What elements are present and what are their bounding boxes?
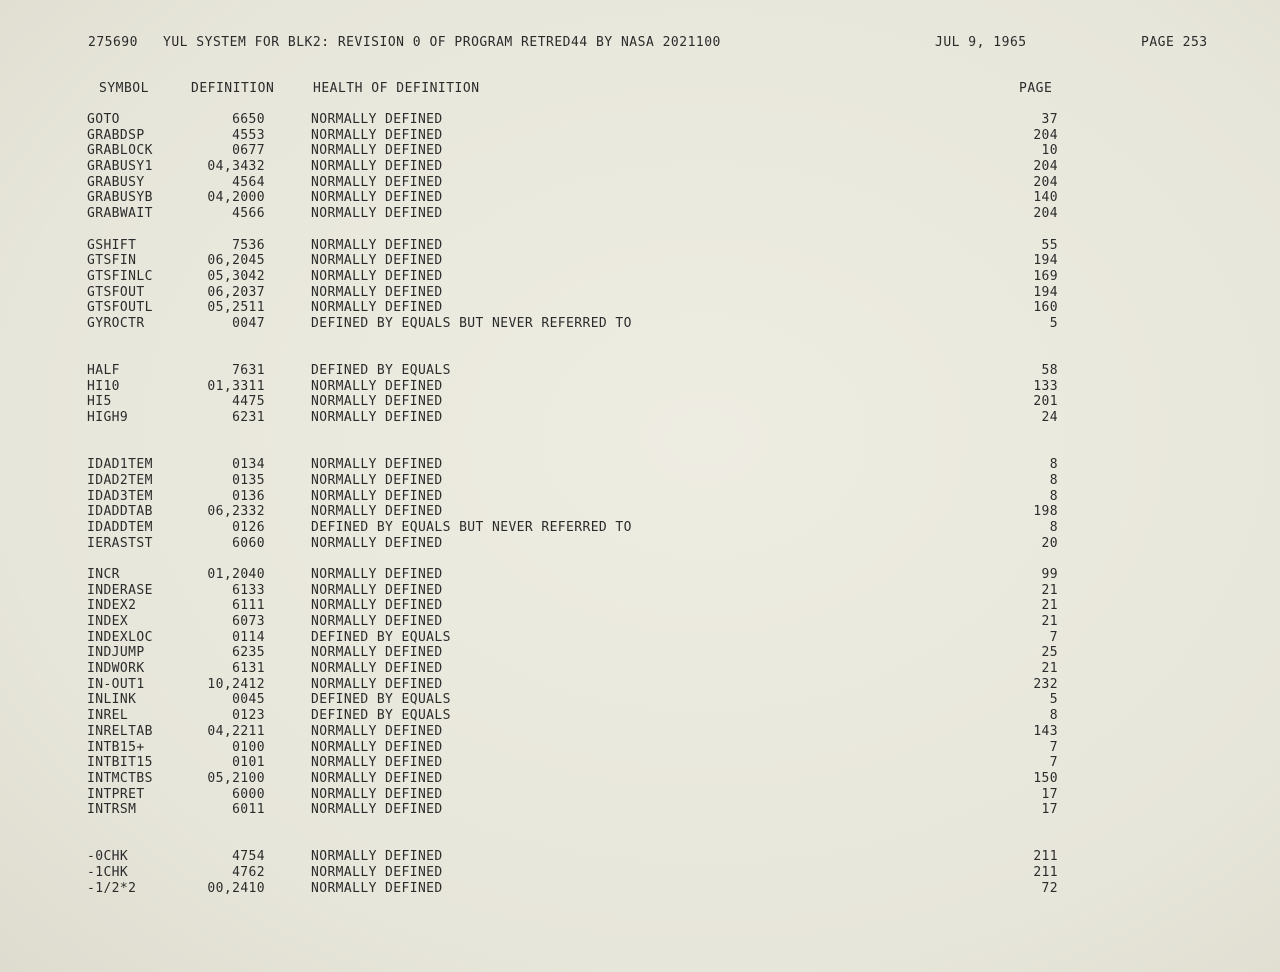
health-cell: NORMALLY DEFINED bbox=[311, 739, 443, 755]
table-row bbox=[0, 159, 1280, 175]
group-spacer bbox=[0, 332, 1280, 363]
symbol-cell: HALF bbox=[87, 363, 120, 379]
page-cell: 72 bbox=[1041, 880, 1058, 896]
health-cell: NORMALLY DEFINED bbox=[311, 676, 443, 692]
definition-cell: 0136 bbox=[232, 488, 265, 504]
symbol-cell: INDJUMP bbox=[87, 645, 145, 661]
definition-cell: 10,2412 bbox=[207, 676, 265, 692]
symbol-cell: INTB15+ bbox=[87, 739, 145, 755]
health-cell: NORMALLY DEFINED bbox=[311, 880, 443, 896]
symbol-cell: GRABUSY bbox=[87, 174, 145, 190]
definition-cell: 6650 bbox=[232, 112, 265, 127]
definition-cell: 05,2511 bbox=[207, 300, 265, 316]
health-cell: NORMALLY DEFINED bbox=[311, 268, 443, 284]
health-cell: NORMALLY DEFINED bbox=[311, 112, 443, 127]
page-cell: 8 bbox=[1049, 488, 1058, 504]
group-spacer bbox=[0, 551, 1280, 567]
health-cell: NORMALLY DEFINED bbox=[311, 174, 443, 190]
symbol-cell: GRABUSY1 bbox=[87, 159, 153, 175]
page-cell: 194 bbox=[1033, 253, 1058, 269]
definition-cell: 0677 bbox=[232, 143, 265, 159]
health-cell: NORMALLY DEFINED bbox=[311, 723, 443, 739]
table-row bbox=[0, 316, 1280, 332]
definition-cell: 00,2410 bbox=[207, 880, 265, 896]
table-row bbox=[0, 285, 1280, 301]
health-cell: NORMALLY DEFINED bbox=[311, 300, 443, 316]
definition-cell: 0135 bbox=[232, 472, 265, 488]
page-cell: 201 bbox=[1033, 394, 1058, 410]
page-cell: 198 bbox=[1033, 504, 1058, 520]
table-row bbox=[0, 677, 1280, 693]
health-cell: NORMALLY DEFINED bbox=[311, 237, 443, 253]
table-row bbox=[0, 253, 1280, 269]
definition-cell: 01,3311 bbox=[207, 378, 265, 394]
page-cell: 150 bbox=[1033, 770, 1058, 786]
table-row bbox=[0, 536, 1280, 552]
health-cell: NORMALLY DEFINED bbox=[311, 598, 443, 614]
definition-cell: 6133 bbox=[232, 582, 265, 598]
definition-cell: 6060 bbox=[232, 535, 265, 551]
symbol-cell: GTSFOUTL bbox=[87, 300, 153, 316]
page-cell: 5 bbox=[1049, 692, 1058, 708]
table-row bbox=[0, 771, 1280, 787]
page-number: PAGE 253 bbox=[1141, 35, 1208, 50]
symbol-cell: IDADDTEM bbox=[87, 519, 153, 535]
health-cell: DEFINED BY EQUALS BUT NEVER REFERRED TO bbox=[311, 315, 632, 331]
page-cell: 37 bbox=[1041, 112, 1058, 127]
page-cell: 8 bbox=[1049, 472, 1058, 488]
health-cell: NORMALLY DEFINED bbox=[311, 770, 443, 786]
page-cell: 21 bbox=[1041, 582, 1058, 598]
table-row bbox=[0, 300, 1280, 316]
health-cell: NORMALLY DEFINED bbox=[311, 284, 443, 300]
table-row bbox=[0, 645, 1280, 661]
table-row bbox=[0, 598, 1280, 614]
health-cell: DEFINED BY EQUALS bbox=[311, 692, 451, 708]
health-cell: NORMALLY DEFINED bbox=[311, 127, 443, 143]
page-cell: 24 bbox=[1041, 410, 1058, 426]
definition-cell: 06,2332 bbox=[207, 504, 265, 520]
health-cell: NORMALLY DEFINED bbox=[311, 802, 443, 818]
page-cell: 21 bbox=[1041, 614, 1058, 630]
health-cell: NORMALLY DEFINED bbox=[311, 457, 443, 473]
definition-cell: 4566 bbox=[232, 206, 265, 222]
page-cell: 133 bbox=[1033, 378, 1058, 394]
page-cell: 211 bbox=[1033, 865, 1058, 881]
definition-cell: 06,2037 bbox=[207, 284, 265, 300]
definition-cell: 6131 bbox=[232, 661, 265, 677]
symbol-cell: IDAD1TEM bbox=[87, 457, 153, 473]
health-cell: NORMALLY DEFINED bbox=[311, 394, 443, 410]
symbol-cell: HI10 bbox=[87, 378, 120, 394]
table-row bbox=[0, 457, 1280, 473]
page-cell: 194 bbox=[1033, 284, 1058, 300]
symbol-cell: INTBIT15 bbox=[87, 755, 153, 771]
table-row bbox=[0, 740, 1280, 756]
symbol-cell: INDWORK bbox=[87, 661, 145, 677]
table-row bbox=[0, 206, 1280, 222]
definition-cell: 4553 bbox=[232, 127, 265, 143]
definition-cell: 04,2000 bbox=[207, 190, 265, 206]
table-row bbox=[0, 849, 1280, 865]
definition-cell: 0101 bbox=[232, 755, 265, 771]
health-cell: NORMALLY DEFINED bbox=[311, 410, 443, 426]
symbol-cell: HI5 bbox=[87, 394, 112, 410]
definition-cell: 0126 bbox=[232, 519, 265, 535]
table-row bbox=[0, 755, 1280, 771]
health-cell: NORMALLY DEFINED bbox=[311, 582, 443, 598]
health-cell: NORMALLY DEFINED bbox=[311, 786, 443, 802]
definition-cell: 4754 bbox=[232, 849, 265, 865]
symbol-cell: GTSFIN bbox=[87, 253, 137, 269]
health-cell: NORMALLY DEFINED bbox=[311, 865, 443, 881]
health-cell: NORMALLY DEFINED bbox=[311, 159, 443, 175]
symbol-table bbox=[0, 112, 1280, 896]
definition-cell: 4564 bbox=[232, 174, 265, 190]
page-cell: 21 bbox=[1041, 598, 1058, 614]
definition-cell: 06,2045 bbox=[207, 253, 265, 269]
symbol-cell: -0CHK bbox=[87, 849, 129, 865]
page-cell: 8 bbox=[1049, 519, 1058, 535]
definition-cell: 7631 bbox=[232, 363, 265, 379]
symbol-cell: GRABLOCK bbox=[87, 143, 153, 159]
table-row bbox=[0, 661, 1280, 677]
definition-cell: 7536 bbox=[232, 237, 265, 253]
page-cell: 7 bbox=[1049, 739, 1058, 755]
symbol-cell: GRABUSYB bbox=[87, 190, 153, 206]
group-spacer bbox=[0, 426, 1280, 457]
symbol-cell: INLINK bbox=[87, 692, 137, 708]
symbol-cell: IDAD2TEM bbox=[87, 472, 153, 488]
health-cell: NORMALLY DEFINED bbox=[311, 566, 443, 582]
page-cell: 58 bbox=[1041, 363, 1058, 379]
health-cell: NORMALLY DEFINED bbox=[311, 661, 443, 677]
table-row bbox=[0, 410, 1280, 426]
symbol-cell: GRABWAIT bbox=[87, 206, 153, 222]
symbol-cell: INREL bbox=[87, 708, 129, 724]
table-row bbox=[0, 802, 1280, 818]
symbol-cell: -1CHK bbox=[87, 865, 129, 881]
job-number: 275690 bbox=[88, 35, 138, 50]
symbol-cell: INDERASE bbox=[87, 582, 153, 598]
page-cell: 7 bbox=[1049, 629, 1058, 645]
page-cell: 169 bbox=[1033, 268, 1058, 284]
column-header-definition: DEFINITION bbox=[191, 81, 275, 96]
page-cell: 17 bbox=[1041, 802, 1058, 818]
table-row bbox=[0, 865, 1280, 881]
table-row bbox=[0, 489, 1280, 505]
column-header-health: HEALTH OF DEFINITION bbox=[313, 81, 480, 96]
symbol-cell: HIGH9 bbox=[87, 410, 129, 426]
definition-cell: 04,3432 bbox=[207, 159, 265, 175]
page-cell: 204 bbox=[1033, 159, 1058, 175]
symbol-cell: INCR bbox=[87, 566, 120, 582]
health-cell: NORMALLY DEFINED bbox=[311, 535, 443, 551]
symbol-cell: GTSFOUT bbox=[87, 284, 145, 300]
health-cell: NORMALLY DEFINED bbox=[311, 206, 443, 222]
health-cell: DEFINED BY EQUALS bbox=[311, 629, 451, 645]
listing-date: JUL 9, 1965 bbox=[935, 35, 1027, 50]
definition-cell: 6111 bbox=[232, 598, 265, 614]
definition-cell: 4475 bbox=[232, 394, 265, 410]
health-cell: NORMALLY DEFINED bbox=[311, 488, 443, 504]
table-row bbox=[0, 504, 1280, 520]
page-cell: 204 bbox=[1033, 174, 1058, 190]
symbol-cell: INTRSM bbox=[87, 802, 137, 818]
health-cell: NORMALLY DEFINED bbox=[311, 645, 443, 661]
definition-cell: 0100 bbox=[232, 739, 265, 755]
symbol-cell: -1/2*2 bbox=[87, 880, 137, 896]
symbol-cell: GTSFINLC bbox=[87, 268, 153, 284]
table-row bbox=[0, 567, 1280, 583]
table-row bbox=[0, 394, 1280, 410]
table-row bbox=[0, 787, 1280, 803]
page-cell: 25 bbox=[1041, 645, 1058, 661]
symbol-cell: INDEX bbox=[87, 614, 129, 630]
health-cell: NORMALLY DEFINED bbox=[311, 849, 443, 865]
page-cell: 160 bbox=[1033, 300, 1058, 316]
definition-cell: 6231 bbox=[232, 410, 265, 426]
symbol-cell: IN-OUT1 bbox=[87, 676, 145, 692]
health-cell: DEFINED BY EQUALS bbox=[311, 708, 451, 724]
symbol-cell: IDAD3TEM bbox=[87, 488, 153, 504]
table-row bbox=[0, 128, 1280, 144]
page-cell: 211 bbox=[1033, 849, 1058, 865]
symbol-cell: IERASTST bbox=[87, 535, 153, 551]
page-cell: 140 bbox=[1033, 190, 1058, 206]
health-cell: NORMALLY DEFINED bbox=[311, 253, 443, 269]
page-cell: 10 bbox=[1041, 143, 1058, 159]
symbol-cell: INTPRET bbox=[87, 786, 145, 802]
table-row bbox=[0, 238, 1280, 254]
page-cell: 204 bbox=[1033, 206, 1058, 222]
definition-cell: 0134 bbox=[232, 457, 265, 473]
table-row bbox=[0, 614, 1280, 630]
table-row bbox=[0, 724, 1280, 740]
health-cell: NORMALLY DEFINED bbox=[311, 190, 443, 206]
health-cell: DEFINED BY EQUALS BUT NEVER REFERRED TO bbox=[311, 519, 632, 535]
definition-cell: 05,3042 bbox=[207, 268, 265, 284]
table-row bbox=[0, 175, 1280, 191]
symbol-cell: GRABDSP bbox=[87, 127, 145, 143]
health-cell: NORMALLY DEFINED bbox=[311, 472, 443, 488]
group-spacer bbox=[0, 818, 1280, 849]
table-row bbox=[0, 520, 1280, 536]
definition-cell: 4762 bbox=[232, 865, 265, 881]
table-row bbox=[0, 881, 1280, 897]
page-cell: 8 bbox=[1049, 457, 1058, 473]
page-cell: 143 bbox=[1033, 723, 1058, 739]
column-header-symbol: SYMBOL bbox=[99, 81, 149, 96]
table-row bbox=[0, 363, 1280, 379]
health-cell: NORMALLY DEFINED bbox=[311, 504, 443, 520]
definition-cell: 05,2100 bbox=[207, 770, 265, 786]
health-cell: NORMALLY DEFINED bbox=[311, 614, 443, 630]
definition-cell: 0114 bbox=[232, 629, 265, 645]
symbol-cell: INRELTAB bbox=[87, 723, 153, 739]
page-cell: 8 bbox=[1049, 708, 1058, 724]
page-cell: 21 bbox=[1041, 661, 1058, 677]
definition-cell: 6073 bbox=[232, 614, 265, 630]
definition-cell: 01,2040 bbox=[207, 566, 265, 582]
table-row bbox=[0, 583, 1280, 599]
page-cell: 99 bbox=[1041, 566, 1058, 582]
health-cell: NORMALLY DEFINED bbox=[311, 755, 443, 771]
page-cell: 20 bbox=[1041, 535, 1058, 551]
page-cell: 7 bbox=[1049, 755, 1058, 771]
table-row bbox=[0, 473, 1280, 489]
table-row bbox=[0, 143, 1280, 159]
definition-cell: 04,2211 bbox=[207, 723, 265, 739]
listing-title: YUL SYSTEM FOR BLK2: REVISION 0 OF PROGRAM RETRED44 BY NASA 2021100 bbox=[163, 35, 721, 50]
column-header-page: PAGE bbox=[1019, 81, 1053, 96]
definition-cell: 0047 bbox=[232, 315, 265, 331]
page-cell: 232 bbox=[1033, 676, 1058, 692]
symbol-cell: INDEX2 bbox=[87, 598, 137, 614]
table-row bbox=[0, 190, 1280, 206]
definition-cell: 0123 bbox=[232, 708, 265, 724]
table-row bbox=[0, 692, 1280, 708]
page-cell: 55 bbox=[1041, 237, 1058, 253]
health-cell: DEFINED BY EQUALS bbox=[311, 363, 451, 379]
health-cell: NORMALLY DEFINED bbox=[311, 378, 443, 394]
page-cell: 204 bbox=[1033, 127, 1058, 143]
table-row bbox=[0, 379, 1280, 395]
symbol-cell: GOTO bbox=[87, 112, 120, 127]
table-row bbox=[0, 112, 1280, 128]
health-cell: NORMALLY DEFINED bbox=[311, 143, 443, 159]
page-cell: 17 bbox=[1041, 786, 1058, 802]
definition-cell: 6000 bbox=[232, 786, 265, 802]
table-row bbox=[0, 269, 1280, 285]
symbol-cell: GSHIFT bbox=[87, 237, 137, 253]
table-row bbox=[0, 708, 1280, 724]
table-row bbox=[0, 630, 1280, 646]
definition-cell: 6235 bbox=[232, 645, 265, 661]
definition-cell: 0045 bbox=[232, 692, 265, 708]
group-spacer bbox=[0, 222, 1280, 238]
page-cell: 5 bbox=[1049, 315, 1058, 331]
symbol-cell: IDADDTAB bbox=[87, 504, 153, 520]
symbol-cell: INTMCTBS bbox=[87, 770, 153, 786]
definition-cell: 6011 bbox=[232, 802, 265, 818]
symbol-cell: INDEXLOC bbox=[87, 629, 153, 645]
symbol-cell: GYROCTR bbox=[87, 315, 145, 331]
